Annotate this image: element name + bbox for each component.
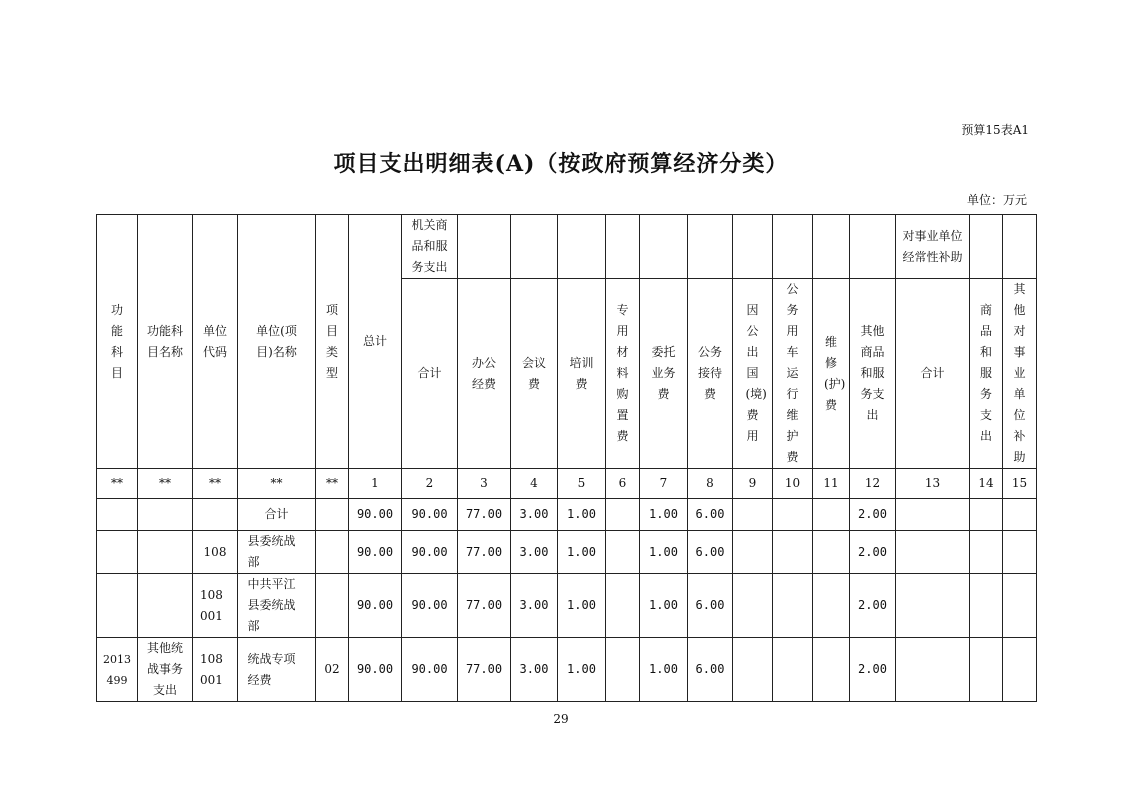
table-row [97,638,1037,702]
cell-commission: 1.00 [640,574,688,638]
cell-office: 77.00 [458,499,511,531]
cell-training: 1.00 [558,638,606,702]
cell-reception: 6.00 [688,638,733,702]
cell-materials [606,638,640,702]
header-group-subsidy: 对事业单位经常性补助 [896,215,970,279]
header-blank [733,215,773,279]
index-cell: 11 [813,469,850,499]
header-unit-code: 单位代码 [193,215,238,469]
index-cell: 8 [688,469,733,499]
cell-func-name [138,531,193,574]
cell-materials [606,574,640,638]
header-blank [558,215,606,279]
cell-unit-name: 县委统战部 [238,531,316,574]
index-row [97,469,1037,499]
cell-subtotal: 90.00 [402,499,458,531]
cell-office: 77.00 [458,531,511,574]
index-cell: 4 [511,469,558,499]
index-cell: ** [138,469,193,499]
cell-abroad [733,531,773,574]
cell-subsidy-goods [970,574,1003,638]
header-office: 办公经费 [458,279,511,469]
table-row [97,499,1037,531]
header-blank [1003,215,1037,279]
header-unit-name: 单位(项目)名称 [238,215,316,469]
cell-func-name [138,574,193,638]
cell-repair [813,638,850,702]
cell-other-goods: 2.00 [850,574,896,638]
index-cell: 5 [558,469,606,499]
table-row [97,531,1037,574]
header-blank [970,215,1003,279]
cell-reception: 6.00 [688,499,733,531]
header-blank [813,215,850,279]
page-number: 29 [553,712,569,726]
index-cell: 2 [402,469,458,499]
cell-repair [813,574,850,638]
index-cell: 6 [606,469,640,499]
cell-vehicle [773,499,813,531]
header-repair: 维修(护)费 [813,279,850,469]
header-training: 培训费 [558,279,606,469]
cell-training: 1.00 [558,531,606,574]
header-group-goods-services: 机关商品和服务支出 [402,215,458,279]
header-blank [773,215,813,279]
cell-total: 90.00 [349,531,402,574]
header-commission: 委托业务费 [640,279,688,469]
cell-repair [813,531,850,574]
header-blank [458,215,511,279]
cell-unit-name: 统战专项经费 [238,638,316,702]
cell-subsidy-other [1003,574,1037,638]
index-cell: 9 [733,469,773,499]
table-row [97,574,1037,638]
header-func-name: 功能科目名称 [138,215,193,469]
header-subsidy-goods: 商品和服务支出 [970,279,1003,469]
cell-type: 02 [316,638,349,702]
header-blank [850,215,896,279]
header-func-subject: 功能科目 [97,215,138,469]
cell-vehicle [773,638,813,702]
cell-subtotal: 90.00 [402,531,458,574]
header-subtotal: 合计 [402,279,458,469]
header-blank [511,215,558,279]
header-blank [688,215,733,279]
header-abroad: 因公出国(境)费用 [733,279,773,469]
cell-training: 1.00 [558,574,606,638]
unit-label: 单位：万元 [966,193,1027,207]
cell-type [316,531,349,574]
cell-commission: 1.00 [640,531,688,574]
cell-reception: 6.00 [688,574,733,638]
header-total: 总计 [349,215,402,469]
header-vehicle: 公务用车运行维护费 [773,279,813,469]
cell-reception: 6.00 [688,531,733,574]
index-cell: 10 [773,469,813,499]
header-subsidy-total: 合计 [896,279,970,469]
cell-training: 1.00 [558,499,606,531]
cell-subtotal: 90.00 [402,574,458,638]
index-cell: ** [97,469,138,499]
cell-meeting: 3.00 [511,574,558,638]
header-row-1 [97,215,1037,279]
header-subsidy-other: 其他对事业单位补助 [1003,279,1037,469]
index-cell: 14 [970,469,1003,499]
cell-unit-code: 108001 [193,574,238,638]
cell-commission: 1.00 [640,499,688,531]
header-materials: 专用材料购置费 [606,279,640,469]
cell-abroad [733,574,773,638]
index-cell: 12 [850,469,896,499]
cell-type [316,499,349,531]
header-reception: 公务接待费 [688,279,733,469]
cell-other-goods: 2.00 [850,499,896,531]
cell-office: 77.00 [458,574,511,638]
header-blank [640,215,688,279]
cell-type [316,574,349,638]
index-cell: 13 [896,469,970,499]
cell-office: 77.00 [458,638,511,702]
cell-total: 90.00 [349,499,402,531]
index-cell: 15 [1003,469,1037,499]
cell-func-code [97,531,138,574]
cell-other-goods: 2.00 [850,638,896,702]
cell-func-name: 其他统战事务支出 [138,638,193,702]
cell-total: 90.00 [349,638,402,702]
cell-commission: 1.00 [640,638,688,702]
index-cell: 7 [640,469,688,499]
cell-unit-code: 108 [193,531,238,574]
cell-subsidy-goods [970,499,1003,531]
cell-func-name [138,499,193,531]
cell-unit-name: 中共平江县委统战部 [238,574,316,638]
expenditure-table [96,214,1037,702]
cell-subsidy-other [1003,638,1037,702]
header-project-type: 项目类型 [316,215,349,469]
cell-unit-code: 108001 [193,638,238,702]
cell-materials [606,531,640,574]
header-blank [606,215,640,279]
index-cell: ** [193,469,238,499]
cell-subsidy-goods [970,638,1003,702]
cell-unit-name: 合计 [238,499,316,531]
cell-meeting: 3.00 [511,531,558,574]
cell-subsidy-total [896,499,970,531]
cell-vehicle [773,574,813,638]
header-meeting: 会议费 [511,279,558,469]
cell-materials [606,499,640,531]
cell-subsidy-goods [970,531,1003,574]
cell-unit-code [193,499,238,531]
form-number: 预算15表A1 [961,123,1029,137]
cell-subsidy-other [1003,499,1037,531]
page-title: 项目支出明细表(A)（按政府预算经济分类） [333,151,789,177]
cell-repair [813,499,850,531]
index-cell: 1 [349,469,402,499]
cell-subsidy-total [896,574,970,638]
cell-abroad [733,499,773,531]
cell-meeting: 3.00 [511,499,558,531]
header-other-goods: 其他商品和服务支出 [850,279,896,469]
cell-other-goods: 2.00 [850,531,896,574]
cell-meeting: 3.00 [511,638,558,702]
index-cell: ** [238,469,316,499]
index-cell: ** [316,469,349,499]
cell-subsidy-other [1003,531,1037,574]
cell-func-code: 2013499 [97,638,138,702]
cell-subsidy-total [896,638,970,702]
index-cell: 3 [458,469,511,499]
cell-subtotal: 90.00 [402,638,458,702]
cell-subsidy-total [896,531,970,574]
cell-total: 90.00 [349,574,402,638]
cell-vehicle [773,531,813,574]
cell-abroad [733,638,773,702]
cell-func-code [97,499,138,531]
cell-func-code [97,574,138,638]
